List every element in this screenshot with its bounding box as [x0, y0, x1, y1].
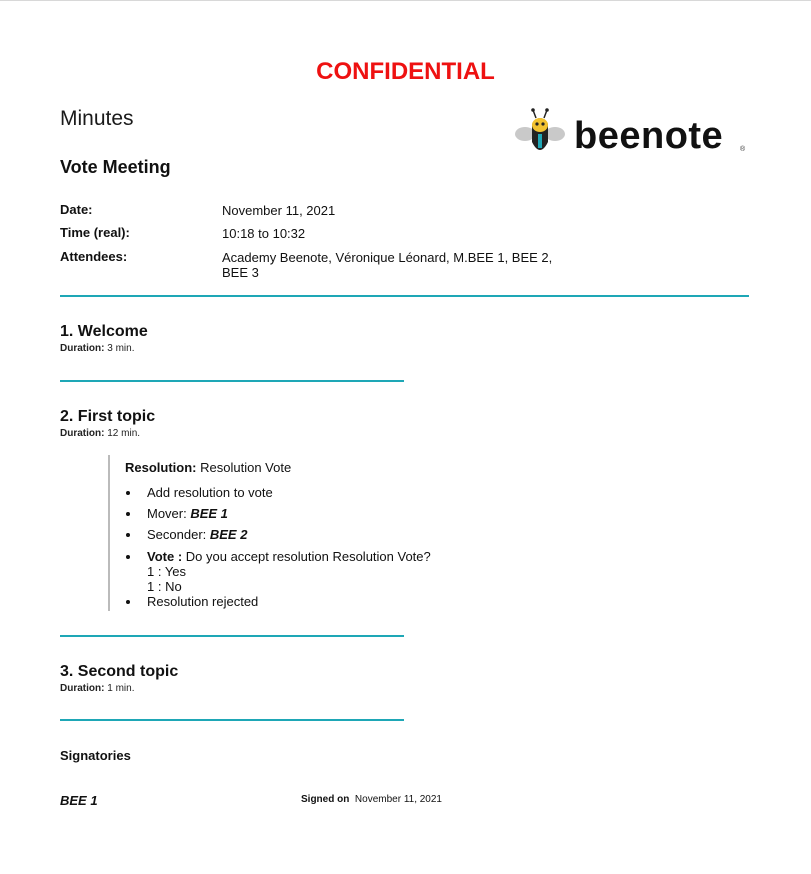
- list-item: [124, 549, 524, 594]
- topic-divider: [60, 719, 404, 721]
- meeting-title: Vote Meeting: [60, 157, 171, 177]
- resolution-heading: [125, 460, 291, 475]
- bee-icon: [512, 108, 568, 160]
- date-label: Date:: [60, 202, 93, 217]
- topic-divider: [60, 380, 404, 382]
- date-value: November 11, 2021: [222, 203, 336, 218]
- vote-no: 1 : No: [147, 579, 182, 594]
- resolution-block: [108, 455, 530, 611]
- duration-value: 3 min.: [107, 343, 135, 354]
- resolution-name: Resolution Vote: [200, 460, 292, 475]
- signed-on: [301, 794, 442, 805]
- signatory-name: BEE 1: [60, 793, 98, 808]
- topic-title: 3. Second topic: [60, 663, 179, 680]
- logo-registered-mark: ®: [740, 146, 746, 153]
- topic-title: 1. Welcome: [60, 323, 148, 340]
- time-label: Time (real):: [60, 225, 130, 240]
- resolution-list: [124, 485, 524, 609]
- list-item: [124, 506, 524, 521]
- duration-label: Duration:: [60, 428, 105, 439]
- add-resolution-text: Add resolution to vote: [147, 485, 273, 500]
- attendees-label: Attendees:: [60, 249, 128, 264]
- seconder-label: Seconder:: [147, 527, 210, 542]
- vote-yes: 1 : Yes: [147, 564, 187, 579]
- signatories-heading: Signatories: [60, 748, 131, 763]
- topic-duration: [60, 683, 134, 694]
- mover-value: BEE 1: [190, 506, 228, 521]
- mover-label: Mover:: [147, 506, 191, 521]
- signed-on-date: November 11, 2021: [354, 794, 442, 805]
- topic-title: 2. First topic: [60, 408, 156, 425]
- confidential-banner: CONFIDENTIAL: [316, 58, 495, 85]
- seconder-value: BEE 2: [209, 527, 248, 542]
- logo-wordmark: beenote: [574, 115, 724, 157]
- beenote-logo: [512, 108, 762, 160]
- signed-on-label: Signed on: [301, 794, 350, 805]
- topic-divider: [60, 635, 404, 637]
- topic-duration: [60, 343, 134, 354]
- document-type: Minutes: [60, 107, 134, 130]
- topic-duration: [60, 428, 140, 439]
- top-border: [0, 0, 811, 1]
- time-value: 10:18 to 10:32: [222, 226, 306, 241]
- resolution-label: Resolution:: [125, 460, 197, 475]
- duration-label: Duration:: [60, 683, 105, 694]
- list-item: [124, 527, 524, 542]
- vote-label: Vote :: [147, 549, 183, 564]
- duration-label: Duration:: [60, 343, 105, 354]
- vote-question: Do you accept resolution Resolution Vote?: [182, 549, 431, 564]
- list-item: [124, 594, 524, 609]
- resolution-outcome: Resolution rejected: [147, 594, 259, 609]
- duration-value: 12 min.: [107, 428, 141, 439]
- list-item: [124, 485, 524, 500]
- attendees-value: Academy Beenote, Véronique Léonard, M.BEE 1, BEE 2, BEE 3: [222, 250, 553, 280]
- header-divider: [60, 295, 749, 297]
- duration-value: 1 min.: [107, 683, 135, 694]
